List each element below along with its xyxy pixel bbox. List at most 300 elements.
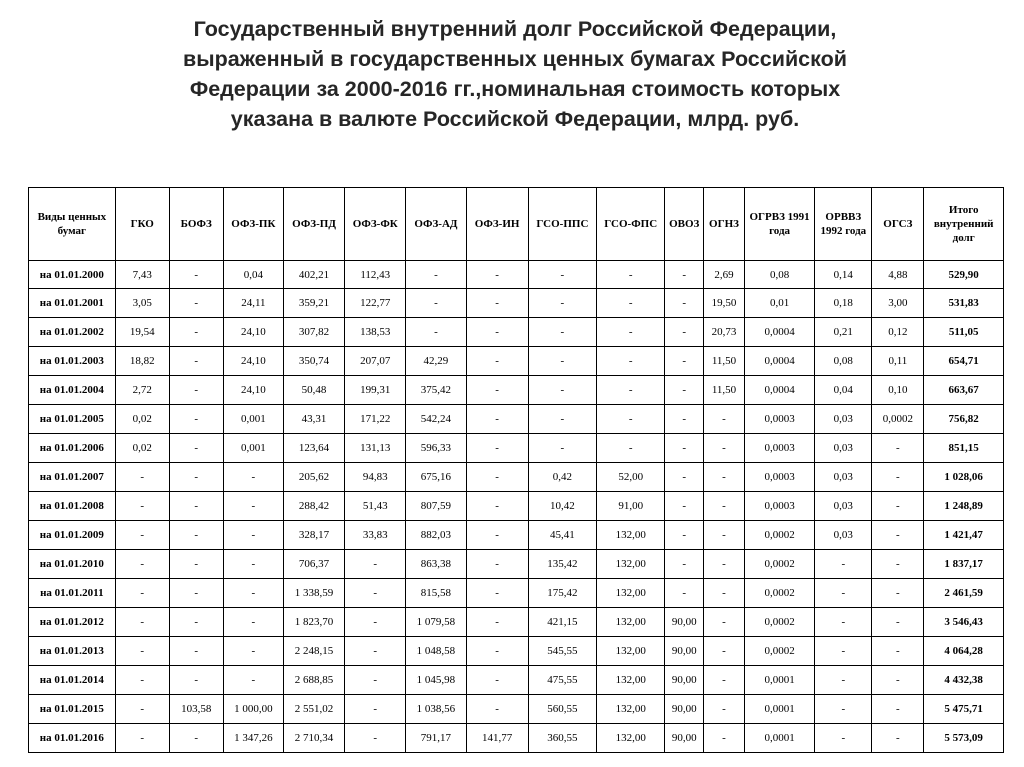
table-cell: - <box>223 521 283 550</box>
column-header-type: Виды ценных бумаг <box>29 188 116 261</box>
column-header: ОГСЗ <box>872 188 924 261</box>
table-cell: 2 688,85 <box>283 666 344 695</box>
table-cell: 33,83 <box>345 521 406 550</box>
table-cell: - <box>466 376 528 405</box>
table-cell: 94,83 <box>345 463 406 492</box>
table-cell: - <box>223 637 283 666</box>
table-cell: 307,82 <box>283 318 344 347</box>
table-cell: 2 248,15 <box>283 637 344 666</box>
table-cell: 0,02 <box>115 434 169 463</box>
table-cell: - <box>223 463 283 492</box>
table-cell: 90,00 <box>665 666 704 695</box>
row-total-cell: 5 573,09 <box>924 724 1004 753</box>
table-cell: - <box>704 579 745 608</box>
row-date-cell: на 01.01.2003 <box>29 347 116 376</box>
row-date-cell: на 01.01.2011 <box>29 579 116 608</box>
table-cell: 19,54 <box>115 318 169 347</box>
table-cell: 122,77 <box>345 289 406 318</box>
table-cell: 3,00 <box>872 289 924 318</box>
table-cell: 0,08 <box>815 347 872 376</box>
table-cell: 103,58 <box>169 695 223 724</box>
table-cell: 0,42 <box>528 463 596 492</box>
table-cell: 132,00 <box>597 666 665 695</box>
table-row <box>29 347 1004 376</box>
table-cell: - <box>872 695 924 724</box>
table-cell: - <box>597 289 665 318</box>
table-cell: - <box>665 463 704 492</box>
column-header: ГСО-ФПС <box>597 188 665 261</box>
table-row <box>29 376 1004 405</box>
table-cell: - <box>115 637 169 666</box>
table-cell: - <box>466 289 528 318</box>
table-cell: 288,42 <box>283 492 344 521</box>
table-cell: 0,03 <box>815 405 872 434</box>
table-cell: 171,22 <box>345 405 406 434</box>
table-cell: - <box>704 405 745 434</box>
table-cell: - <box>704 608 745 637</box>
table-cell: 4,88 <box>872 261 924 289</box>
table-cell: - <box>406 318 466 347</box>
table-cell: 1 000,00 <box>223 695 283 724</box>
column-header: ОФЗ-ФК <box>345 188 406 261</box>
table-cell: - <box>466 463 528 492</box>
table-cell: 1 338,59 <box>283 579 344 608</box>
table-cell: - <box>665 347 704 376</box>
row-total-cell: 529,90 <box>924 261 1004 289</box>
row-date-cell: на 01.01.2002 <box>29 318 116 347</box>
column-header: ОРВВЗ 1992 года <box>815 188 872 261</box>
row-total-cell: 1 248,89 <box>924 492 1004 521</box>
title-line: выраженный в государственных ценных бумагах Российской <box>183 47 847 71</box>
row-total-cell: 5 475,71 <box>924 695 1004 724</box>
table-cell: - <box>528 347 596 376</box>
table-cell: 0,21 <box>815 318 872 347</box>
table-cell: - <box>169 261 223 289</box>
table-cell: 11,50 <box>704 376 745 405</box>
table-cell: - <box>223 608 283 637</box>
table-cell: - <box>665 550 704 579</box>
table-cell: - <box>815 608 872 637</box>
table-cell: 7,43 <box>115 261 169 289</box>
table-cell: 0,0002 <box>744 550 814 579</box>
table-cell: 3,05 <box>115 289 169 318</box>
table-cell: - <box>466 521 528 550</box>
table-cell: - <box>704 724 745 753</box>
table-cell: 0,0003 <box>744 434 814 463</box>
row-total-cell: 654,71 <box>924 347 1004 376</box>
table-cell: - <box>466 347 528 376</box>
table-cell: - <box>345 724 406 753</box>
table-cell: 675,16 <box>406 463 466 492</box>
row-date-cell: на 01.01.2010 <box>29 550 116 579</box>
table-cell: 132,00 <box>597 521 665 550</box>
table-cell: 132,00 <box>597 695 665 724</box>
table-cell: 0,02 <box>115 405 169 434</box>
table-cell: - <box>345 579 406 608</box>
table-cell: - <box>815 550 872 579</box>
table-cell: - <box>115 463 169 492</box>
table-cell: - <box>466 318 528 347</box>
table-cell: 0,03 <box>815 434 872 463</box>
table-cell: - <box>169 608 223 637</box>
table-cell: - <box>597 405 665 434</box>
table-row <box>29 318 1004 347</box>
table-cell: - <box>223 492 283 521</box>
column-header: ОГРВЗ 1991 года <box>744 188 814 261</box>
table-cell: - <box>169 492 223 521</box>
table-cell: 90,00 <box>665 695 704 724</box>
table-cell: - <box>528 405 596 434</box>
table-cell: - <box>466 261 528 289</box>
table-cell: - <box>872 579 924 608</box>
table-cell: 0,0004 <box>744 376 814 405</box>
row-total-cell: 1 028,06 <box>924 463 1004 492</box>
table-cell: 90,00 <box>665 637 704 666</box>
table-cell: - <box>169 666 223 695</box>
table-cell: - <box>665 318 704 347</box>
table-row <box>29 579 1004 608</box>
table-cell: 1 048,58 <box>406 637 466 666</box>
table-cell: 0,001 <box>223 434 283 463</box>
table-cell: - <box>597 347 665 376</box>
table-cell: - <box>169 463 223 492</box>
title-line: Государственный внутренний долг Российской Федерации, <box>193 17 837 41</box>
table-cell: 132,00 <box>597 550 665 579</box>
table-cell: 421,15 <box>528 608 596 637</box>
table-row <box>29 637 1004 666</box>
table-cell: - <box>704 666 745 695</box>
table-row <box>29 724 1004 753</box>
table-row <box>29 289 1004 318</box>
table-cell: 0,0002 <box>744 637 814 666</box>
row-date-cell: на 01.01.2013 <box>29 637 116 666</box>
table-cell: - <box>872 550 924 579</box>
table-cell: - <box>704 434 745 463</box>
table-cell: 90,00 <box>665 608 704 637</box>
table-cell: 475,55 <box>528 666 596 695</box>
table-cell: 402,21 <box>283 261 344 289</box>
table-cell: - <box>466 434 528 463</box>
table-cell: 815,58 <box>406 579 466 608</box>
row-total-cell: 1 421,47 <box>924 521 1004 550</box>
table-cell: - <box>466 579 528 608</box>
table-cell: 18,82 <box>115 347 169 376</box>
table-row <box>29 695 1004 724</box>
column-header: ОВОЗ <box>665 188 704 261</box>
table-cell: 560,55 <box>528 695 596 724</box>
table-cell: 1 045,98 <box>406 666 466 695</box>
title-line: Федерации за 2000-2016 гг.,номинальная стоимость которых <box>189 77 841 101</box>
table-cell: 1 038,56 <box>406 695 466 724</box>
table-cell: - <box>704 637 745 666</box>
table-cell: 0,10 <box>872 376 924 405</box>
table-cell: - <box>223 666 283 695</box>
table-cell: 0,0003 <box>744 463 814 492</box>
table-cell: 0,18 <box>815 289 872 318</box>
table-cell: - <box>169 347 223 376</box>
table-cell: 545,55 <box>528 637 596 666</box>
table-cell: - <box>169 637 223 666</box>
table-cell: - <box>872 608 924 637</box>
table-cell: 135,42 <box>528 550 596 579</box>
table-cell: - <box>115 579 169 608</box>
table-cell: 0,0004 <box>744 318 814 347</box>
table-cell: 1 347,26 <box>223 724 283 753</box>
table-cell: - <box>169 579 223 608</box>
table-cell: 2 710,34 <box>283 724 344 753</box>
table-cell: 0,0002 <box>872 405 924 434</box>
table-cell: - <box>665 434 704 463</box>
row-date-cell: на 01.01.2007 <box>29 463 116 492</box>
table-row <box>29 492 1004 521</box>
table-cell: 0,0002 <box>744 608 814 637</box>
table-cell: 42,29 <box>406 347 466 376</box>
row-date-cell: на 01.01.2016 <box>29 724 116 753</box>
table-cell: - <box>115 608 169 637</box>
table-cell: - <box>345 550 406 579</box>
table-cell: 0,14 <box>815 261 872 289</box>
table-cell: 45,41 <box>528 521 596 550</box>
table-cell: 50,48 <box>283 376 344 405</box>
table-cell: - <box>872 521 924 550</box>
table-cell: - <box>223 550 283 579</box>
row-date-cell: на 01.01.2000 <box>29 261 116 289</box>
row-date-cell: на 01.01.2006 <box>29 434 116 463</box>
table-cell: - <box>115 666 169 695</box>
table-body <box>29 261 1004 753</box>
table-cell: 132,00 <box>597 637 665 666</box>
table-cell: - <box>466 608 528 637</box>
column-header: ОФЗ-ПД <box>283 188 344 261</box>
table-cell: - <box>872 637 924 666</box>
column-header: БОФЗ <box>169 188 223 261</box>
table-row <box>29 521 1004 550</box>
table-cell: - <box>169 318 223 347</box>
table-cell: - <box>665 261 704 289</box>
row-date-cell: на 01.01.2005 <box>29 405 116 434</box>
table-cell: - <box>223 579 283 608</box>
table-cell: 51,43 <box>345 492 406 521</box>
table-cell: 0,12 <box>872 318 924 347</box>
table-cell: - <box>704 492 745 521</box>
table-cell: - <box>597 261 665 289</box>
table-cell: - <box>704 550 745 579</box>
table-cell: 132,00 <box>597 579 665 608</box>
table-cell: 52,00 <box>597 463 665 492</box>
table-cell: - <box>815 724 872 753</box>
table-row <box>29 261 1004 289</box>
row-date-cell: на 01.01.2008 <box>29 492 116 521</box>
column-header: ОФЗ-АД <box>406 188 466 261</box>
table-cell: 0,08 <box>744 261 814 289</box>
row-date-cell: на 01.01.2001 <box>29 289 116 318</box>
table-cell: - <box>345 666 406 695</box>
row-date-cell: на 01.01.2015 <box>29 695 116 724</box>
table-cell: 10,42 <box>528 492 596 521</box>
column-header: Итого внутренний долг <box>924 188 1004 261</box>
table-cell: 20,73 <box>704 318 745 347</box>
column-header: ОГНЗ <box>704 188 745 261</box>
table-cell: 24,11 <box>223 289 283 318</box>
row-total-cell: 3 546,43 <box>924 608 1004 637</box>
table-cell: 1 823,70 <box>283 608 344 637</box>
table-cell: - <box>115 550 169 579</box>
column-header: ОФЗ-ИН <box>466 188 528 261</box>
table-cell: - <box>665 376 704 405</box>
row-total-cell: 1 837,17 <box>924 550 1004 579</box>
table-header <box>29 188 1004 261</box>
table-cell: - <box>597 376 665 405</box>
table-cell: - <box>466 666 528 695</box>
table-cell: - <box>872 724 924 753</box>
table-cell: 359,21 <box>283 289 344 318</box>
table-cell: 0,01 <box>744 289 814 318</box>
table-cell: 205,62 <box>283 463 344 492</box>
table-cell: - <box>528 318 596 347</box>
table-cell: - <box>466 405 528 434</box>
debt-table <box>28 187 1004 753</box>
table-cell: 11,50 <box>704 347 745 376</box>
table-cell: - <box>704 463 745 492</box>
table-cell: 0,0004 <box>744 347 814 376</box>
table-cell: - <box>815 637 872 666</box>
table-cell: 141,77 <box>466 724 528 753</box>
row-total-cell: 663,67 <box>924 376 1004 405</box>
table-cell: - <box>665 521 704 550</box>
table-cell: - <box>169 521 223 550</box>
table-cell: - <box>169 376 223 405</box>
table-cell: 132,00 <box>597 608 665 637</box>
table-cell: 375,42 <box>406 376 466 405</box>
table-cell: 791,17 <box>406 724 466 753</box>
table-cell: - <box>872 666 924 695</box>
table-row <box>29 666 1004 695</box>
table-cell: 2 551,02 <box>283 695 344 724</box>
table-cell: 0,0001 <box>744 724 814 753</box>
table-cell: 807,59 <box>406 492 466 521</box>
table-cell: - <box>665 405 704 434</box>
table-cell: 0,11 <box>872 347 924 376</box>
table-cell: 207,07 <box>345 347 406 376</box>
table-cell: - <box>597 318 665 347</box>
table-cell: - <box>466 550 528 579</box>
table-cell: - <box>406 289 466 318</box>
table-cell: - <box>528 289 596 318</box>
table-cell: - <box>406 261 466 289</box>
table-cell: - <box>528 261 596 289</box>
column-header: ОФЗ-ПК <box>223 188 283 261</box>
title-line: указана в валюте Российской Федерации, млрд. руб. <box>230 107 800 131</box>
table-cell: 24,10 <box>223 347 283 376</box>
column-header: ГКО <box>115 188 169 261</box>
table-cell: 43,31 <box>283 405 344 434</box>
table-cell: 2,69 <box>704 261 745 289</box>
table-cell: 24,10 <box>223 376 283 405</box>
table-cell: 138,53 <box>345 318 406 347</box>
table-cell: - <box>872 492 924 521</box>
row-total-cell: 2 461,59 <box>924 579 1004 608</box>
row-total-cell: 4 064,28 <box>924 637 1004 666</box>
table-cell: 882,03 <box>406 521 466 550</box>
row-date-cell: на 01.01.2004 <box>29 376 116 405</box>
table-cell: 19,50 <box>704 289 745 318</box>
table-cell: 542,24 <box>406 405 466 434</box>
table-cell: - <box>345 695 406 724</box>
row-total-cell: 511,05 <box>924 318 1004 347</box>
table-row <box>29 405 1004 434</box>
table-cell: 90,00 <box>665 724 704 753</box>
table-cell: - <box>169 405 223 434</box>
table-cell: - <box>872 463 924 492</box>
table-row <box>29 434 1004 463</box>
table-cell: 0,0001 <box>744 666 814 695</box>
table-cell: - <box>597 434 665 463</box>
table-cell: 706,37 <box>283 550 344 579</box>
table-cell: 123,64 <box>283 434 344 463</box>
table-cell: - <box>345 608 406 637</box>
table-cell: 91,00 <box>597 492 665 521</box>
table-row <box>29 463 1004 492</box>
table-cell: - <box>665 492 704 521</box>
table-cell: - <box>115 521 169 550</box>
table-cell: 0,001 <box>223 405 283 434</box>
row-total-cell: 531,83 <box>924 289 1004 318</box>
row-total-cell: 756,82 <box>924 405 1004 434</box>
table-row <box>29 550 1004 579</box>
table-cell: - <box>466 637 528 666</box>
page-title <box>100 14 930 134</box>
row-date-cell: на 01.01.2009 <box>29 521 116 550</box>
table-cell: 0,04 <box>223 261 283 289</box>
table-cell: 132,00 <box>597 724 665 753</box>
table-cell: 24,10 <box>223 318 283 347</box>
table-cell: - <box>345 637 406 666</box>
row-date-cell: на 01.01.2014 <box>29 666 116 695</box>
table-cell: 0,0002 <box>744 521 814 550</box>
row-total-cell: 851,15 <box>924 434 1004 463</box>
table-cell: 0,0003 <box>744 405 814 434</box>
table-cell: - <box>115 724 169 753</box>
table-cell: 328,17 <box>283 521 344 550</box>
table-cell: - <box>815 695 872 724</box>
table-cell: - <box>815 666 872 695</box>
table-cell: - <box>169 434 223 463</box>
table-cell: - <box>872 434 924 463</box>
table-cell: 0,04 <box>815 376 872 405</box>
table-cell: - <box>528 434 596 463</box>
table-cell: 0,03 <box>815 492 872 521</box>
table-cell: - <box>704 521 745 550</box>
table-cell: 199,31 <box>345 376 406 405</box>
table-cell: - <box>115 492 169 521</box>
table-row <box>29 608 1004 637</box>
table-cell: 350,74 <box>283 347 344 376</box>
table-cell: 175,42 <box>528 579 596 608</box>
table-cell: - <box>169 289 223 318</box>
table-cell: 0,03 <box>815 521 872 550</box>
table-cell: - <box>528 376 596 405</box>
row-date-cell: на 01.01.2012 <box>29 608 116 637</box>
row-total-cell: 4 432,38 <box>924 666 1004 695</box>
table-cell: - <box>466 492 528 521</box>
table-cell: - <box>815 579 872 608</box>
table-cell: 1 079,58 <box>406 608 466 637</box>
table-cell: - <box>665 579 704 608</box>
table-cell: 131,13 <box>345 434 406 463</box>
table-header-row <box>29 188 1004 261</box>
table-cell: 0,03 <box>815 463 872 492</box>
table-cell: - <box>169 724 223 753</box>
